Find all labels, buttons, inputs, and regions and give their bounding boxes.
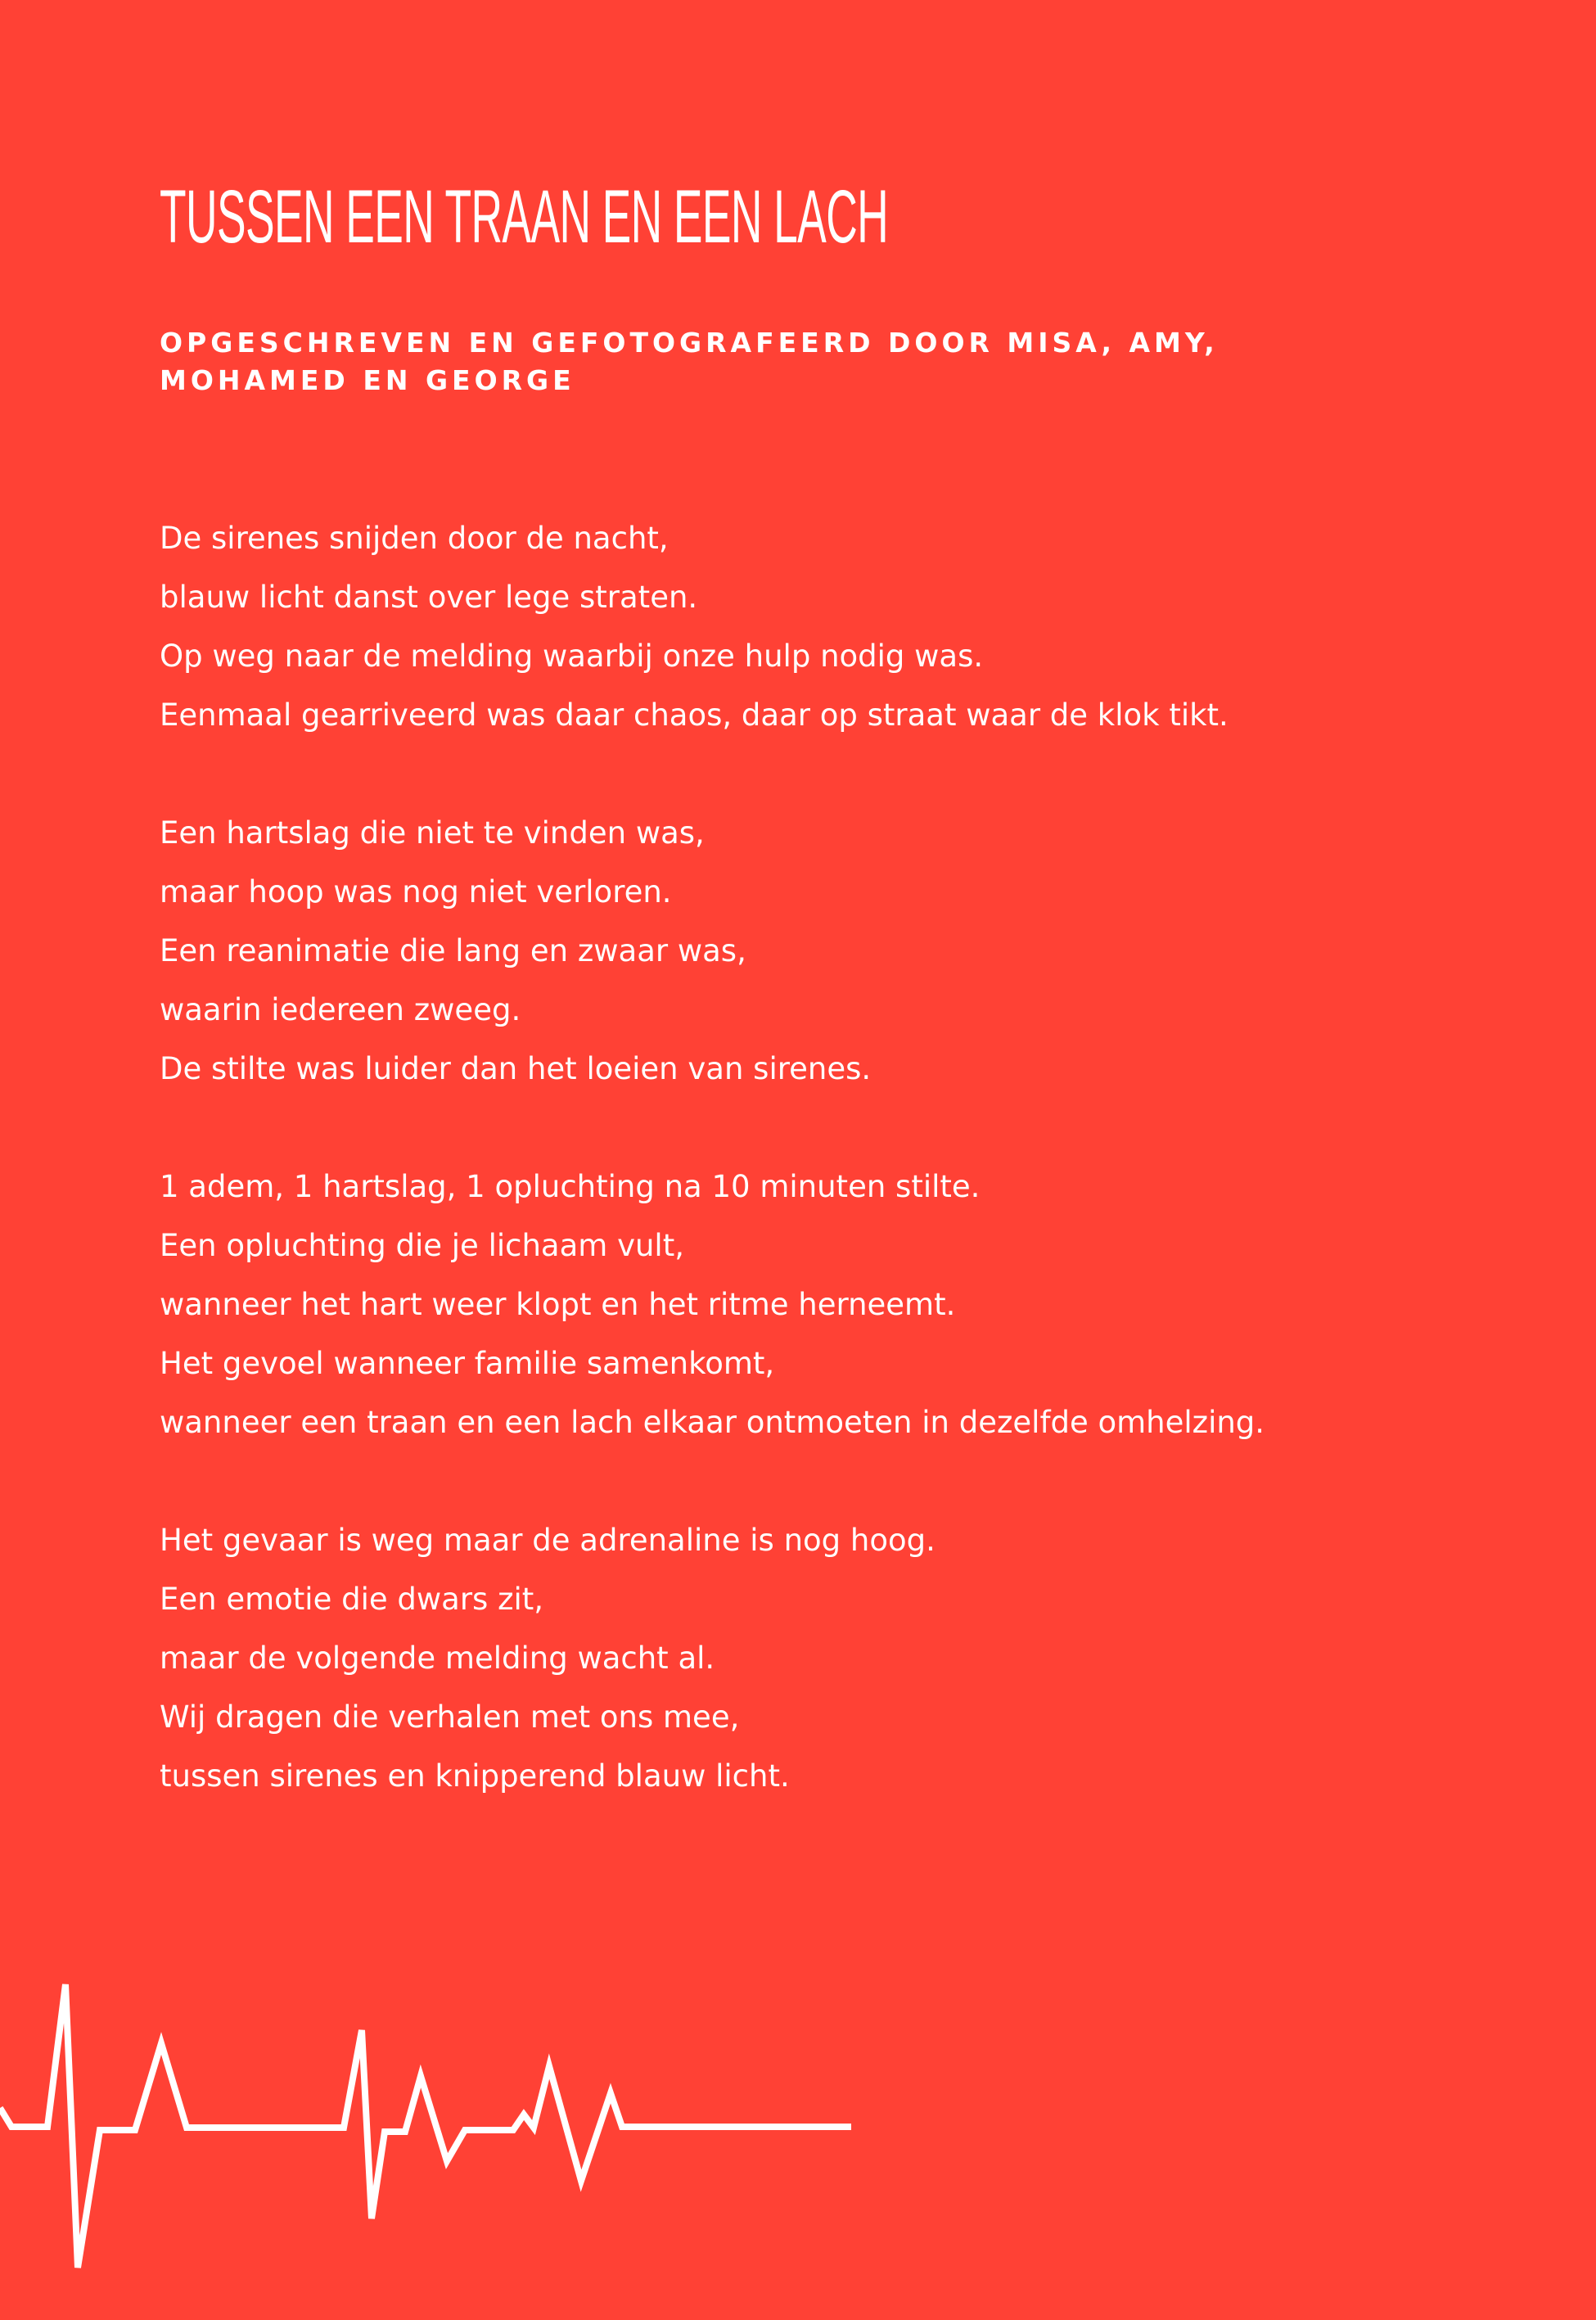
stanza <box>160 509 1510 745</box>
poem-body <box>160 509 1510 1865</box>
poem-line: Een reanimatie die lang en zwaar was, <box>160 933 746 968</box>
poem-line: De sirenes snijden door de nacht, <box>160 521 669 556</box>
poem-line: 1 adem, 1 hartslag, 1 opluchting na 10 minuten stilte. <box>160 1169 981 1204</box>
poem-line: Een emotie die dwars zit, <box>160 1582 544 1617</box>
poem-line: De stilte was luider dan het loeien van sirenes. <box>160 1051 872 1086</box>
poem-line: Het gevaar is weg maar de adrenaline is nog hoog. <box>160 1523 936 1558</box>
poem-line: wanneer het hart weer klopt en het ritme herneemt. <box>160 1287 956 1322</box>
poem-line: maar de volgende melding wacht al. <box>160 1641 715 1676</box>
stanza <box>160 804 1510 1099</box>
poem-line: Wij dragen die verhalen met ons mee, <box>160 1699 740 1735</box>
poem-line: Een opluchting die je lichaam vult, <box>160 1228 684 1263</box>
poem-byline: OPGESCHREVEN EN GEFOTOGRAFEERD DOOR MISA, AMY, MOHAMED EN GEORGE <box>160 327 1219 396</box>
stanza <box>160 1511 1510 1806</box>
poem-title: TUSSEN EEN TRAAN EN EEN LACH <box>160 175 889 259</box>
poem-line: Eenmaal gearriveerd was daar chaos, daar op straat waar de klok tikt. <box>160 697 1229 733</box>
poem-line: Op weg naar de melding waarbij onze hulp nodig was. <box>160 639 984 674</box>
poem-line: blauw licht danst over lege straten. <box>160 580 698 615</box>
poem-line: Het gevoel wanneer familie samenkomt, <box>160 1346 775 1381</box>
poem-line: maar hoop was nog niet verloren. <box>160 874 672 909</box>
poem-line: waarin iedereen zweeg. <box>160 992 521 1027</box>
stanza <box>160 1158 1510 1452</box>
heartbeat-line-icon <box>0 1965 859 2292</box>
poem-line: wanneer een traan en een lach elkaar ontmoeten in dezelfde omhelzing. <box>160 1405 1265 1440</box>
poem-line: Een hartslag die niet te vinden was, <box>160 815 705 851</box>
poem-line: tussen sirenes en knipperend blauw licht. <box>160 1758 790 1794</box>
